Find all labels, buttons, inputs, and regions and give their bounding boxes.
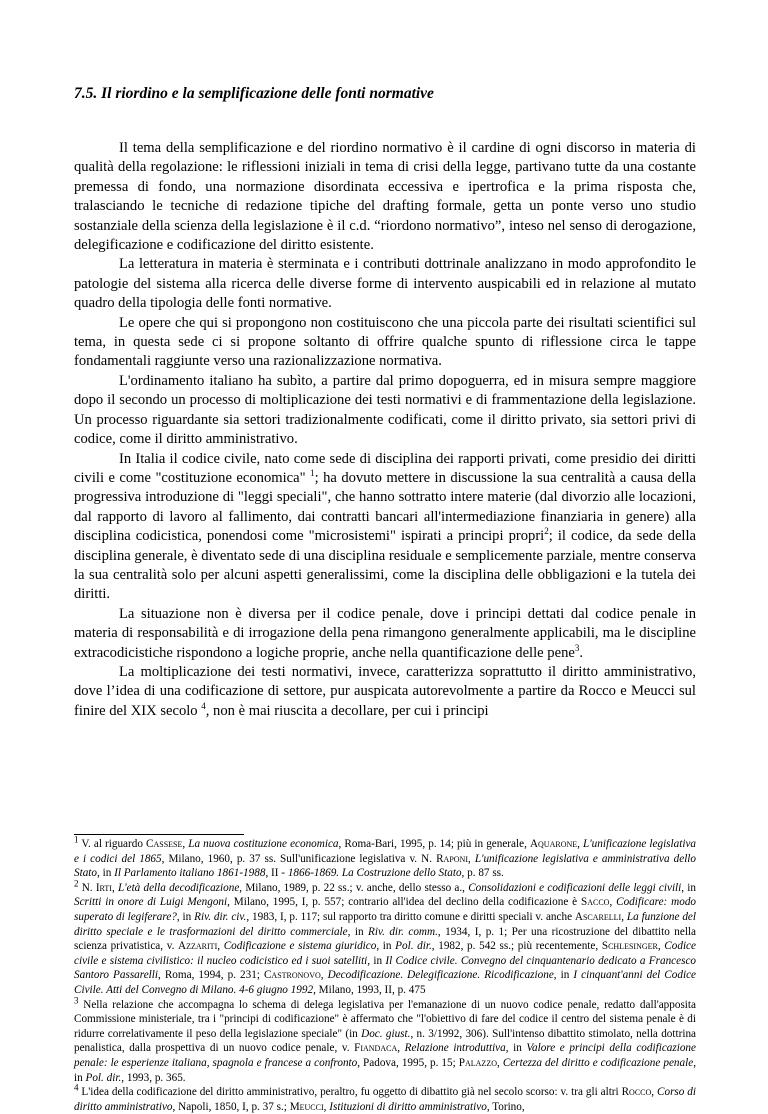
paragraph-2: La letteratura in materia è sterminata e i contributi dottrinale analizzano in modo approfondito le patologie del sistema alla ricerca delle diverse forme di intervento auspicabili ed in relazione al mutato quadro della tipologia delle fonti normative. [74, 256, 696, 312]
footnote-ref-2[interactable]: 2 [544, 526, 549, 537]
footnote-4: $^4$ L'idea della codificazione del diritto amministrativo, peraltro, fu oggetto di dibattito già nel secolo scorso: v. tra gli altri Rocco, Corso di diritto amministrativo, Napoli, 1850, I, p. 37 s.; Meucci, Istituzioni di diritto amministrativo, Torino, [74, 1082, 697, 1113]
footnote-1: $^1$ V. al riguardo Cassese, La nuova costituzione economica, Roma-Bari, 1995, p. 14; più in generale, Aquarone, L'unificazione legislativa e i codici del 1865, Milano, 1960, p. 37 ss. Sull'unificazione legislativa v. N. Raponi, L'unificazione legislativa e amministrativa dello Stato, in Il Parlamento italiano 1861-1988, II - 1866-1869. La Costruzione dello Stato, p. 87 ss. [74, 834, 697, 880]
paragraph-4: L'ordinamento italiano ha subìto, a partire dal primo dopoguerra, ed in misura sempre maggiore dopo il secondo un processo di moltiplicazione dei testi normativi e di frammentazione della legislazione. Un processo riguardante sia settori tradizionalmente codificati, come il diritto privato, sia settori privi di codice, come il diritto amministrativo. [74, 372, 696, 448]
paragraph-6: La situazione non è diversa per il codice penale, dove i principi dettati dal codice penale in materia di responsabilità e di irrogazione della pena rimangono generalmente applicabili, ma le discipline extracodicistiche rispondono a logiche proprie, anche nella quantificazione delle pene$^3$. [74, 605, 696, 661]
footnote-separator [74, 834, 244, 835]
footnote-2: $^2$ N. Irti, L'età della decodificazione, Milano, 1989, p. 22 ss.; v. anche, dello stesso a., Consolidazioni e codificazioni delle leggi civili, in Scritti in onore di Luigi Mengoni, Milano, 1995, I, p. 557; contrario all'idea del declino della codificazione è Sacco, Codificare: modo superato di legiferare?, in Riv. dir. civ., 1983, I, p. 117; sul rapporto tra diritto comune e diritti speciali v. anche Ascarelli, La funzione del diritto speciale e le trasformazioni del diritto commerciale, in Riv. dir. comm., 1934, I, p. 1; Per una ricostruzione del dibattito nella scienza privatistica, v. Azzariti, Codificazione e sistema giuridico, in Pol. dir., 1982, p. 542 ss.; più recentemente, Schlesinger, Codice civile e sistema civilistico: il nucleo codicistico ed i suoi satelliti, in Il Codice civile. Convegno del cinquantenario dedicato a Francesco Santoro Passarelli, Roma, 1994, p. 231; Castronovo, Decodificazione. Delegificazione. Ricodificazione, in I cinquant'anni del Codice Civile. Atti del Convegno di Milano. 4-6 giugno 1992, Milano, 1993, II, p. 475 [74, 878, 697, 996]
section-heading: 7.5. Il riordino e la semplificazione delle fonti normative [74, 85, 434, 102]
footnote-ref-3[interactable]: 3 [574, 642, 580, 653]
footnotes [74, 834, 697, 1114]
body-text [74, 139, 696, 721]
footnote-ref-1[interactable]: 1 [310, 468, 315, 479]
paragraph-3: Le opere che qui si propongono non costituiscono che una piccola parte dei risultati scientifici sul tema, in questa sede ci si propone soltanto di offrire qualche spunto di riflessione circa le tappe fondamentali raggiunte verso una razionalizzazione normativa. [74, 314, 696, 370]
paragraph-1: Il tema della semplificazione e del riordino normativo è il cardine di ogni discorso in materia di qualità della regolazione: le riflessioni iniziali in tema di crisi della legge, partivano tutte da una costante premessa di fondo, una normazione disordinata eccessiva e ipertrofica e la prima risposta che, tralasciando le tecniche di redazione tipiche del drafting formale, getta un ponte verso uno studio sostanziale della scienza della legislazione è il c.d. “riordono normativo”, inteso nel senso di derogazione, delegificazione e codificazione del diritto esistente. [74, 140, 696, 254]
paragraph-7: La moltiplicazione dei testi normativi, invece, caratterizza soprattutto il diritto amministrativo, dove l’idea di una codificazione di settore, pur auspicata autorevolmente a partire da Rocco e Meucci sul finire del XIX secolo $^4$, non è mai riuscita a decollare, per cui i principi [74, 663, 696, 719]
paragraph-5: In Italia il codice civile, nato come sede di disciplina dei rapporti privati, come presidio dei diritti civili e come "costituzione economica" $^1$; ha dovuto mettere in discussione la sua centralità a causa della progressiva introduzione di "leggi speciali", che hanno sottratto intere materie (dal divorzio alle locazioni, dal rapporto di lavoro al fallimento, dai contratti bancari all'intermediazione finanziaria in genere) alla disciplina codicistica, ponendosi come "microsistemi" ispirati a principi propri$^2$; il codice, da sede della disciplina generale, è diventato sede di una disciplina residuale e semplicemente parziale, mentre conserva la sua centralità solo per alcuni aspetti generalissimi, come la disciplina delle obbligazioni e la tutela dei diritti. [74, 450, 697, 603]
footnote-ref-4[interactable]: 4 [201, 700, 206, 711]
footnote-3: $^3$ Nella relazione che accompagna lo schema di delega legislativa per l'emanazione di un nuovo codice penale, redatto dall'apposita Commissione ministeriale, tra i "principi di codificazione" è affermato che "l'obiettivo di fare del codice il centro del sistema penale è di ridurre correlativamente il peso della legislazione speciale" (in Doc. giust., n. 3/1992, 306). Sull'intenso dibattito stimolato, nella dottrina penalistica, dalla prospettiva di un nuovo codice penale, v. Fiandaca, Relazione introduttiva, in Valore e principi della codificazione penale: le esperienze italiana, spagnola e francese a confronto, Padova, 1995, p. 15; Palazzo, Certezza del diritto e codificazione penale, in Pol. dir., 1993, p. 365. [74, 994, 697, 1084]
